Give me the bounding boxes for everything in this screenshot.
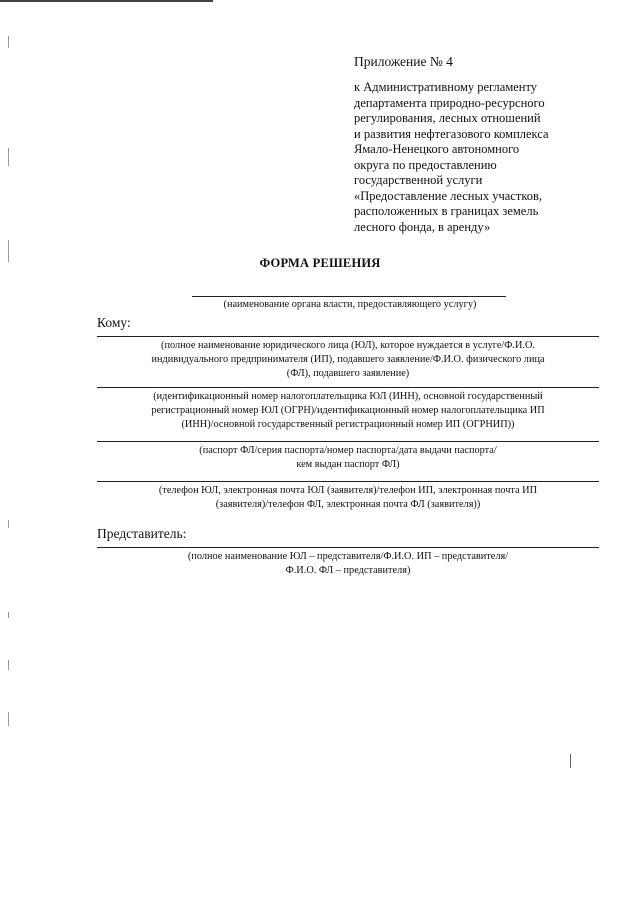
authority-caption: (наименование органа власти, предоставляющего услугу) (223, 299, 477, 310)
tax-id-caption: (идентификационный номер налогоплательщика ЮЛ (ИНН), основной государственный регистрационный номер ЮЛ (ОГРН)/идентификационный номер налогоплательщика ИП (ИНН)/основной государственный регистрационный номер ИП (ОГРНИП)) (151, 391, 545, 430)
annex-line: лесного фонда, в аренду» (354, 219, 491, 234)
annex-line: Ямало-Ненецкого автономного (354, 142, 520, 156)
annex-line: «Предоставление лесных участков, (354, 188, 543, 203)
representative-field-line (97, 547, 599, 548)
representative-label: Представитель: (97, 526, 187, 541)
passport-field-line (97, 441, 599, 442)
applicant-name-field-line (97, 336, 599, 337)
annex-line: государственной услуги (354, 173, 483, 187)
to-label: Кому: (97, 315, 131, 330)
annex-line: расположенных в границах земель (354, 204, 539, 218)
scan-margin-specks (8, 0, 11, 905)
contacts-caption: (телефон ЮЛ, электронная почта ЮЛ (заявителя)/телефон ИП, электронная почта ИП (заявителя)/телефон ФЛ, электронная почта ФЛ (заявителя)) (158, 485, 538, 510)
contacts-field-line (97, 481, 599, 482)
scan-mark (570, 754, 571, 768)
annex-line: к Административному регламенту (354, 80, 538, 94)
form-title: ФОРМА РЕШЕНИЯ (259, 256, 381, 270)
passport-caption: (паспорт ФЛ/серия паспорта/номер паспорта/дата выдачи паспорта/ кем выдан паспорт ФЛ) (199, 445, 497, 470)
annex-line: округа по предоставлению (354, 157, 497, 172)
annex-line: и развития нефтегазового комплекса (354, 126, 549, 141)
annex-title: Приложение № 4 (354, 54, 453, 69)
authority-field-line (192, 296, 506, 297)
annex-reference (354, 80, 624, 235)
annex-line: департамента природно-ресурсного (354, 95, 545, 110)
scan-edge-line (0, 0, 213, 2)
annex-line: регулирования, лесных отношений (354, 111, 541, 125)
applicant-name-caption: (полное наименование юридического лица (ЮЛ), которое нуждается в услуге/Ф.И.О. индивидуального предпринимателя (ИП), подавшего заявление/Ф.И.О. физического лица (ФЛ), подавшего заявление) (151, 340, 545, 379)
tax-id-field-line (97, 387, 599, 388)
representative-caption: (полное наименование ЮЛ – представителя/Ф.И.О. ИП – представителя/ Ф.И.О. ФЛ – представителя) (187, 551, 509, 576)
